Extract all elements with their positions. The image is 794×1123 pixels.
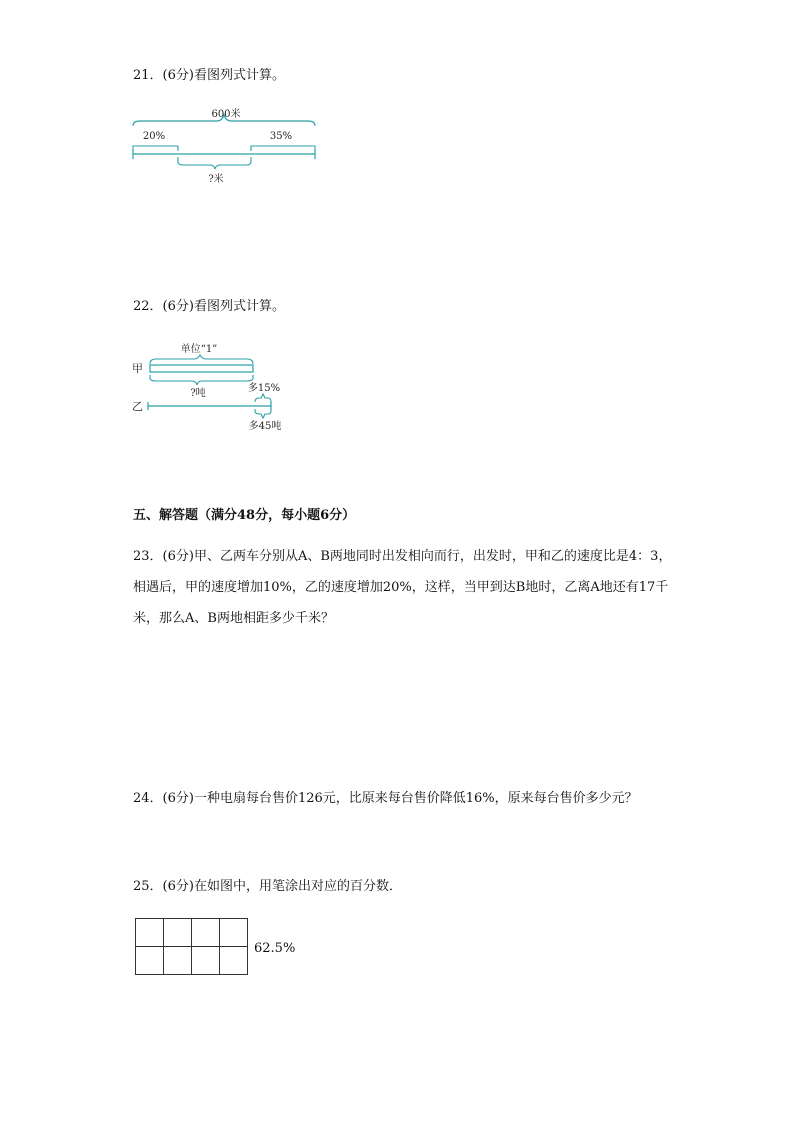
q22-unknown-brace — [150, 375, 253, 385]
q22-unit-label: 单位“1” — [180, 344, 218, 355]
q22-row-b-label: 乙 — [132, 400, 143, 413]
grid-cell[interactable] — [192, 947, 220, 975]
q22-row-a-bar — [150, 365, 253, 372]
grid-cell[interactable] — [164, 919, 192, 947]
q21-left-brace — [133, 146, 178, 151]
section-5-title: 五、解答题（满分48分，每小题6分） — [133, 508, 356, 523]
q25-percent-label: 62.5% — [254, 941, 296, 956]
grid-cell[interactable] — [192, 919, 220, 947]
q25-percent-grid[interactable] — [135, 918, 248, 975]
q22-unknown-label: ?吨 — [190, 388, 206, 399]
question-21-prompt: 21．(6分)看图列式计算。 — [133, 68, 285, 83]
grid-cell[interactable] — [220, 947, 248, 975]
grid-cell[interactable] — [136, 947, 164, 975]
q22-more-bottom-brace — [255, 409, 271, 418]
q21-right-label: 35% — [269, 131, 293, 142]
q21-unknown-brace — [178, 157, 251, 169]
q22-diagram — [130, 338, 300, 438]
q21-diagram — [130, 104, 330, 194]
q22-more-pct-label: 多15% — [247, 383, 281, 394]
q22-more-top-brace — [255, 394, 271, 402]
grid-cell[interactable] — [136, 919, 164, 947]
q21-left-label: 20% — [142, 131, 166, 142]
question-23-text: 23．(6分)甲、乙两车分别从A、B两地同时出发相向而行，出发时，甲和乙的速度比是4：3，相遇后，甲的速度增加10%，乙的速度增加20%，这样，当甲到达B地时，乙离A地还有17千米，那么A、B两地相距多少千米？ — [133, 549, 672, 626]
q21-total-label: 600米 — [211, 109, 241, 120]
question-22-prompt: 22．(6分)看图列式计算。 — [133, 299, 285, 314]
q22-more-amount-label: 多45吨 — [248, 421, 282, 432]
question-24-text: 24．(6分)一种电扇每台售价126元，比原来每台售价降低16%，原来每台售价多少元？ — [133, 791, 638, 806]
grid-cell[interactable] — [220, 919, 248, 947]
grid-cell[interactable] — [164, 947, 192, 975]
question-25-text: 25．(6分)在如图中，用笔涂出对应的百分数． — [133, 879, 402, 894]
q21-right-brace — [251, 146, 315, 151]
q22-unit-brace — [150, 355, 253, 364]
q22-row-a-label: 甲 — [132, 362, 143, 375]
q21-unknown-label: ?米 — [208, 174, 224, 185]
